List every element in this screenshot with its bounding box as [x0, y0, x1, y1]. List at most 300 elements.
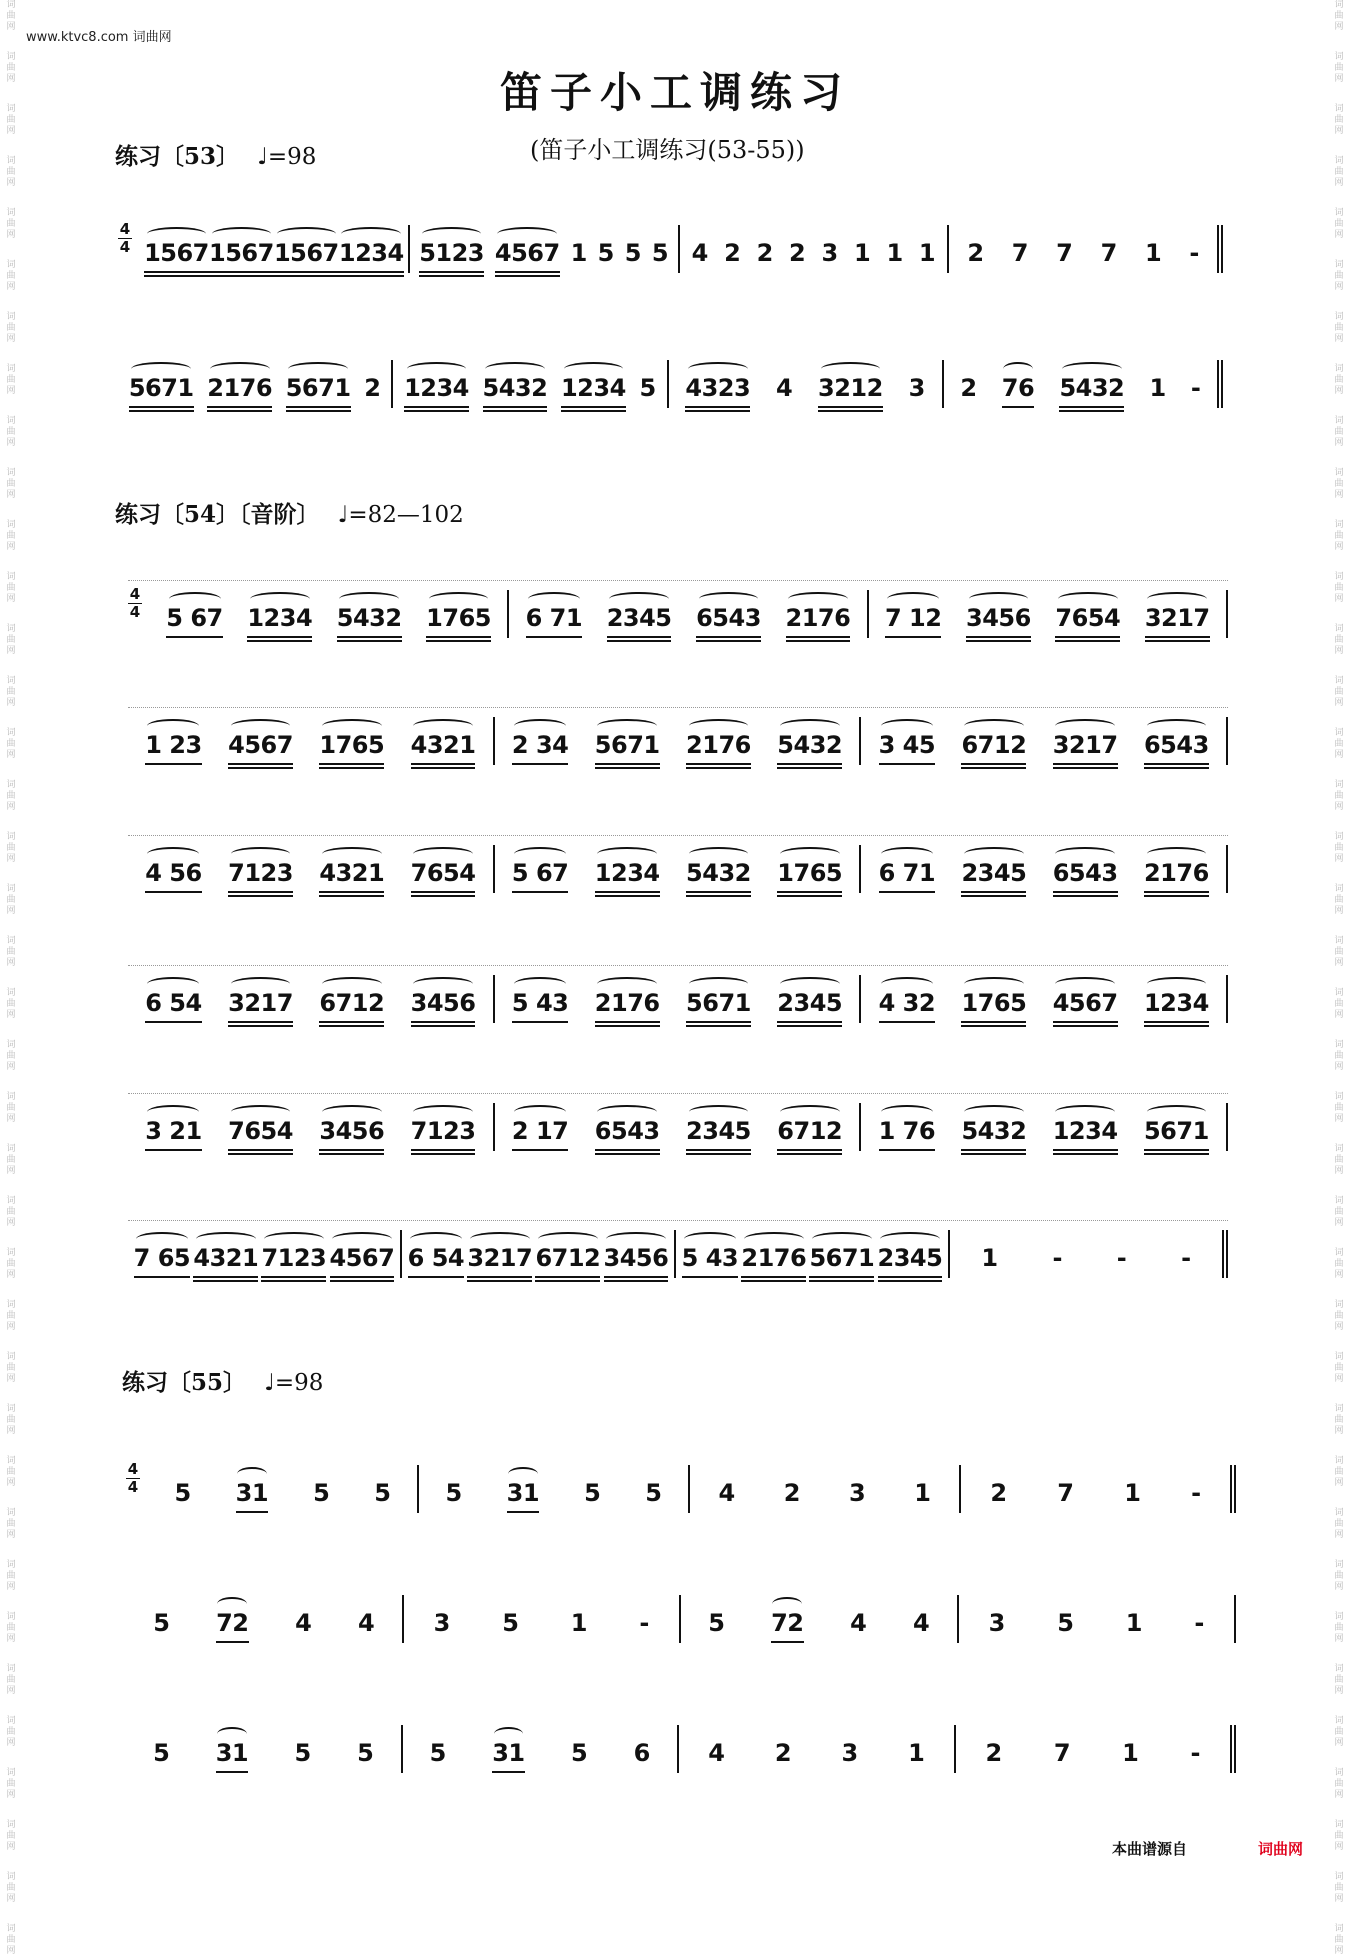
note-text: 5671: [128, 374, 194, 402]
watermark-glyph: 词 曲 网: [6, 572, 16, 604]
beam-underline: [216, 1771, 248, 1773]
watermark-glyph: 词 曲 网: [6, 312, 16, 344]
note-group: [595, 845, 660, 887]
beam-underline-double: [961, 1025, 1026, 1027]
note-text: 2176: [207, 374, 273, 402]
note-text: 6543: [1052, 859, 1118, 887]
slur-mark: [780, 1105, 840, 1119]
note-text: 3: [433, 1609, 450, 1637]
note-group: [879, 975, 935, 1017]
note-text: 5: [374, 1479, 391, 1507]
staff-row: [128, 1210, 1228, 1300]
note-text: 7654: [410, 859, 476, 887]
beam-underline: [1059, 406, 1124, 408]
beam-underline: [526, 636, 582, 638]
measure: [393, 360, 668, 408]
note-group: [741, 1230, 806, 1272]
slur-mark: [147, 719, 199, 733]
note-group: [1053, 1103, 1118, 1145]
staff-row: [126, 1575, 1236, 1665]
note-text: 6712: [535, 1244, 601, 1272]
note-group: [789, 225, 805, 267]
note-group: [295, 1725, 311, 1767]
phrase-line: [128, 835, 1228, 836]
note-group: [885, 590, 941, 632]
note-group: [1191, 360, 1200, 402]
note-group: [1101, 225, 1117, 267]
note-text: -: [1190, 1739, 1200, 1767]
exercise-54-label: [115, 496, 464, 529]
slur-mark: [332, 1232, 392, 1246]
watermark-glyph: 词 曲 网: [6, 1196, 16, 1228]
note-group: [708, 1725, 724, 1767]
slur-mark: [788, 592, 848, 606]
exercise-label-text: 练习〔55〕: [122, 1369, 247, 1396]
watermark-glyph: 词 曲 网: [1334, 468, 1344, 500]
note-group: [961, 1103, 1026, 1145]
beam-underline-double: [786, 640, 851, 642]
tempo-marking: ♩=98: [257, 144, 317, 170]
note-text: 4: [850, 1609, 867, 1637]
watermark-glyph: 词 曲 网: [6, 1456, 16, 1488]
beam-underline: [512, 891, 568, 893]
watermark-glyph: 词 曲 网: [1334, 1352, 1344, 1384]
note-group: [1057, 1595, 1073, 1637]
watermark-glyph: 词 曲 网: [1334, 676, 1344, 708]
note-group: [512, 975, 568, 1017]
beam-underline-double: [495, 275, 560, 277]
note-group: [879, 717, 935, 759]
beam-underline-double: [1144, 1153, 1209, 1155]
measure: [956, 1725, 1237, 1773]
note-group: [512, 717, 568, 759]
note-group: [990, 1465, 1006, 1507]
note-text: 5 43: [511, 989, 569, 1017]
note-text: 4321: [193, 1244, 259, 1272]
beam-underline: [483, 406, 548, 408]
beam-underline: [319, 1149, 384, 1151]
note-group: [607, 590, 672, 632]
beam-underline-double: [777, 767, 842, 769]
beam-underline-double: [686, 1153, 751, 1155]
slur-mark: [1147, 977, 1207, 991]
beam-underline-double: [686, 1025, 751, 1027]
note-group: [625, 225, 641, 267]
beam-underline: [878, 1276, 943, 1278]
note-text: 3 21: [145, 1117, 202, 1145]
beam-underline: [1053, 891, 1118, 893]
note-group: [686, 1103, 751, 1145]
beam-underline: [145, 1149, 201, 1151]
note-text: 2 17: [511, 1117, 569, 1145]
site-url: www.ktvc8.com 词曲网: [26, 30, 172, 45]
note-text: 5432: [336, 604, 402, 632]
slur-mark: [881, 719, 933, 733]
beam-underline: [145, 1021, 201, 1023]
measure-list: [128, 717, 1228, 765]
note-text: 5: [571, 1739, 588, 1767]
beam-underline: [209, 271, 274, 273]
measure: [509, 590, 868, 638]
note-group: [408, 1230, 464, 1272]
beam-underline: [145, 763, 201, 765]
note-group: [784, 1465, 800, 1507]
note-text: 2: [985, 1739, 1002, 1767]
note-group: [134, 1230, 190, 1272]
note-text: 5: [597, 239, 614, 267]
note-group: [1002, 360, 1034, 402]
measure: [128, 1103, 495, 1151]
note-group: [777, 845, 842, 887]
note-text: 1: [1149, 374, 1166, 402]
note-text: -: [1116, 1244, 1127, 1272]
slur-mark: [772, 1597, 802, 1611]
slur-mark: [250, 592, 310, 606]
note-group: [411, 717, 476, 759]
note-group: [228, 717, 293, 759]
note-group: [153, 1725, 169, 1767]
watermark-glyph: 词 曲 网: [1334, 52, 1344, 84]
note-text: 3 45: [878, 731, 936, 759]
note-text: -: [1189, 239, 1199, 267]
note-group: [879, 845, 935, 887]
note-text: 2176: [1143, 859, 1209, 887]
beam-underline: [330, 1276, 395, 1278]
note-text: 4567: [228, 731, 293, 759]
slur-mark: [1055, 977, 1115, 991]
staff-row: [118, 340, 1223, 430]
beam-underline-double: [878, 1280, 943, 1282]
note-group: [777, 717, 842, 759]
slur-mark: [1058, 592, 1118, 606]
beam-underline-double: [339, 275, 404, 277]
slur-mark: [508, 1467, 538, 1481]
beam-underline: [879, 1149, 935, 1151]
note-text: 76: [1001, 374, 1035, 402]
beam-underline-double: [1053, 1153, 1118, 1155]
beam-underline: [408, 1276, 464, 1278]
slur-mark: [494, 1727, 524, 1741]
note-text: 5: [584, 1479, 601, 1507]
note-group: [166, 590, 222, 632]
note-group: [776, 360, 792, 402]
note-group: [330, 1230, 395, 1272]
beam-underline: [595, 1149, 660, 1151]
beam-underline-double: [319, 1025, 384, 1027]
note-group: [878, 1230, 943, 1272]
note-group: [1012, 225, 1028, 267]
slur-mark: [964, 847, 1024, 861]
measure: [128, 845, 495, 893]
watermark-glyph: 词 曲 网: [1334, 1560, 1344, 1592]
beam-underline-double: [228, 1153, 293, 1155]
note-group: [777, 1103, 842, 1145]
watermark-glyph: 词 曲 网: [1334, 208, 1344, 240]
beam-underline: [1144, 1021, 1209, 1023]
time-signature: [128, 586, 142, 621]
beam-underline: [1055, 636, 1120, 638]
note-group: [708, 1595, 724, 1637]
slur-mark: [277, 227, 337, 241]
note-group: [913, 1595, 929, 1637]
beam-underline-double: [228, 767, 293, 769]
phrase-line: [128, 1093, 1228, 1094]
note-text: 5432: [686, 859, 751, 887]
slur-mark: [609, 592, 669, 606]
watermark-glyph: 词 曲 网: [6, 0, 16, 32]
staff-row: [126, 1445, 1236, 1535]
beam-underline: [818, 406, 883, 408]
watermark-glyph: 词 曲 网: [1334, 1612, 1344, 1644]
slur-mark: [528, 592, 580, 606]
beam-underline: [885, 636, 941, 638]
note-group: [1053, 717, 1118, 759]
watermark-glyph: 词 曲 网: [6, 780, 16, 812]
note-text: 6 71: [525, 604, 583, 632]
beam-underline: [193, 1276, 258, 1278]
beam-underline: [492, 1771, 524, 1773]
measure: [140, 225, 410, 273]
note-group: [1144, 1103, 1209, 1145]
beam-underline: [512, 763, 568, 765]
note-text: 1765: [777, 859, 843, 887]
note-group: [849, 1465, 865, 1507]
note-text: 5: [357, 1739, 374, 1767]
note-group: [967, 225, 983, 267]
time-signature-bottom: 4: [129, 603, 141, 621]
slur-mark: [881, 977, 933, 991]
note-text: 72: [216, 1609, 249, 1637]
measure: [150, 590, 509, 638]
note-group: [686, 717, 751, 759]
slur-mark: [684, 1232, 736, 1246]
watermark-glyph: 词 曲 网: [6, 468, 16, 500]
beam-underline-double: [228, 1025, 293, 1027]
slur-mark: [413, 977, 473, 991]
beam-underline: [1144, 891, 1209, 893]
watermark-glyph: 词 曲 网: [1334, 312, 1344, 344]
note-group: [286, 360, 351, 402]
beam-underline: [411, 1149, 476, 1151]
note-text: 5: [445, 1479, 462, 1507]
slur-mark: [699, 592, 759, 606]
beam-underline: [696, 636, 761, 638]
note-group: [434, 1595, 450, 1637]
note-text: 2: [960, 374, 977, 402]
note-group: [1124, 1465, 1140, 1507]
phrase-line: [128, 965, 1228, 966]
beam-underline: [777, 1149, 842, 1151]
note-group: [1056, 225, 1072, 267]
phrase-line: [128, 580, 1228, 581]
note-group: [1181, 1230, 1190, 1272]
watermark-glyph: 词 曲 网: [6, 1404, 16, 1436]
note-text: 7123: [410, 1117, 476, 1145]
watermark-glyph: 词 曲 网: [6, 156, 16, 188]
slur-mark: [136, 1232, 188, 1246]
beam-underline-double: [228, 895, 293, 897]
note-group: [961, 845, 1026, 887]
time-signature-top: 4: [127, 1460, 139, 1478]
time-signature-top: 4: [119, 220, 131, 238]
beam-underline: [467, 1276, 532, 1278]
note-text: 1567: [209, 239, 274, 267]
note-group: [771, 1595, 803, 1637]
note-group: [854, 225, 870, 267]
note-text: 1: [1122, 1739, 1139, 1767]
note-text: 3456: [603, 1244, 669, 1272]
note-text: 5432: [1059, 374, 1125, 402]
note-text: 7123: [228, 859, 293, 887]
slur-mark: [217, 1597, 247, 1611]
note-group: [686, 845, 751, 887]
time-signature: [118, 221, 132, 256]
note-group: [430, 1725, 446, 1767]
note-group: [595, 717, 660, 759]
note-text: 4 32: [878, 989, 936, 1017]
note-text: 2: [783, 1479, 800, 1507]
note-group: [358, 1595, 374, 1637]
time-signature-bottom: 4: [119, 238, 131, 256]
note-group: [571, 1595, 587, 1637]
note-group: [129, 360, 194, 402]
note-group: [144, 225, 209, 267]
beam-underline-double: [426, 640, 491, 642]
measure: [118, 360, 393, 408]
beam-underline: [426, 636, 491, 638]
note-text: 1765: [961, 989, 1027, 1017]
note-text: 3217: [1144, 604, 1210, 632]
slur-mark: [169, 592, 221, 606]
measure: [679, 1725, 956, 1773]
slur-mark: [322, 847, 382, 861]
note-group: [1053, 975, 1118, 1017]
watermark-glyph: 词 曲 网: [1334, 936, 1344, 968]
note-group: [775, 1725, 791, 1767]
note-group: [145, 1103, 201, 1145]
exercise-55-label: [122, 1364, 323, 1397]
note-text: 5123: [419, 239, 484, 267]
measure: [680, 225, 950, 273]
note-group: [961, 975, 1026, 1017]
beam-underline: [1145, 636, 1210, 638]
note-group: [841, 1725, 857, 1767]
note-group: [692, 225, 708, 267]
watermark-glyph: 词 曲 网: [6, 1248, 16, 1280]
note-text: 3: [841, 1739, 858, 1767]
beam-underline: [145, 891, 201, 893]
note-text: 5: [313, 1479, 330, 1507]
note-text: 1: [570, 239, 587, 267]
page-title: 笛子小工调练习: [499, 68, 850, 117]
note-text: -: [1194, 1609, 1204, 1637]
note-text: 5 67: [166, 604, 223, 632]
watermark-glyph: 词 曲 网: [1334, 1924, 1344, 1956]
note-text: 1: [1125, 1609, 1142, 1637]
note-group: [1117, 1230, 1126, 1272]
beam-underline: [1144, 763, 1209, 765]
note-text: 1567: [273, 239, 339, 267]
slur-mark: [538, 1232, 598, 1246]
note-group: [919, 225, 935, 267]
beam-underline: [961, 1149, 1026, 1151]
beam-underline: [166, 636, 222, 638]
note-text: 5432: [482, 374, 548, 402]
note-text: 2345: [606, 604, 672, 632]
note-text: 4567: [494, 239, 560, 267]
note-text: 1 76: [878, 1117, 936, 1145]
note-text: 5: [708, 1609, 725, 1637]
beam-underline: [741, 1276, 806, 1278]
note-text: 6543: [594, 1117, 660, 1145]
note-text: 4567: [1052, 989, 1118, 1017]
note-text: 3: [988, 1609, 1005, 1637]
note-text: 5: [502, 1609, 519, 1637]
beam-underline-double: [1144, 1025, 1209, 1027]
note-group: [216, 1595, 248, 1637]
measure-list: [128, 1103, 1228, 1151]
watermark-glyph: 词 曲 网: [1334, 1196, 1344, 1228]
beam-underline-double: [595, 895, 660, 897]
note-text: 6543: [1143, 731, 1209, 759]
slur-mark: [407, 362, 467, 376]
note-group: [261, 1230, 326, 1272]
measure: [676, 1230, 950, 1278]
note-text: 2176: [594, 989, 660, 1017]
slur-mark: [597, 977, 657, 991]
watermark-glyph: 词 曲 网: [6, 1508, 16, 1540]
note-group: [914, 1465, 930, 1507]
beam-underline: [507, 1511, 539, 1513]
note-text: 6712: [777, 1117, 843, 1145]
watermark-glyph: 词 曲 网: [6, 936, 16, 968]
watermark-glyph: 词 曲 网: [1334, 780, 1344, 812]
measure: [690, 1465, 961, 1513]
footer-source-label: 本曲谱源自: [1112, 1840, 1188, 1858]
slur-mark: [597, 847, 657, 861]
beam-underline-double: [274, 275, 339, 277]
watermark-glyph: 词 曲 网: [6, 1300, 16, 1332]
measure: [128, 1230, 402, 1278]
slur-mark: [689, 847, 749, 861]
note-group: [374, 1465, 390, 1507]
note-group: [1145, 225, 1161, 267]
note-text: 1: [1124, 1479, 1141, 1507]
watermark-glyph: 词 曲 网: [1334, 1872, 1344, 1904]
slur-mark: [880, 1232, 940, 1246]
measure: [944, 360, 1223, 408]
beam-underline-double: [1059, 410, 1124, 412]
note-group: [247, 590, 312, 632]
beam-underline-double: [1145, 640, 1210, 642]
note-text: 2345: [877, 1244, 943, 1272]
note-group: [274, 225, 339, 267]
tempo-marking: ♩=98: [264, 1370, 324, 1396]
measure: [961, 1465, 1236, 1513]
note-text: 1234: [560, 374, 626, 402]
note-text: 2: [364, 374, 381, 402]
time-signature: [126, 1461, 140, 1496]
note-text: 3: [821, 239, 838, 267]
watermark-glyph: 词 曲 网: [6, 1872, 16, 1904]
note-text: 7: [1056, 239, 1073, 267]
beam-underline: [228, 891, 293, 893]
beam-underline: [595, 1021, 660, 1023]
note-group: [961, 717, 1026, 759]
measure-list: [118, 360, 1223, 408]
measure: [950, 1230, 1228, 1278]
note-text: 3: [908, 374, 925, 402]
